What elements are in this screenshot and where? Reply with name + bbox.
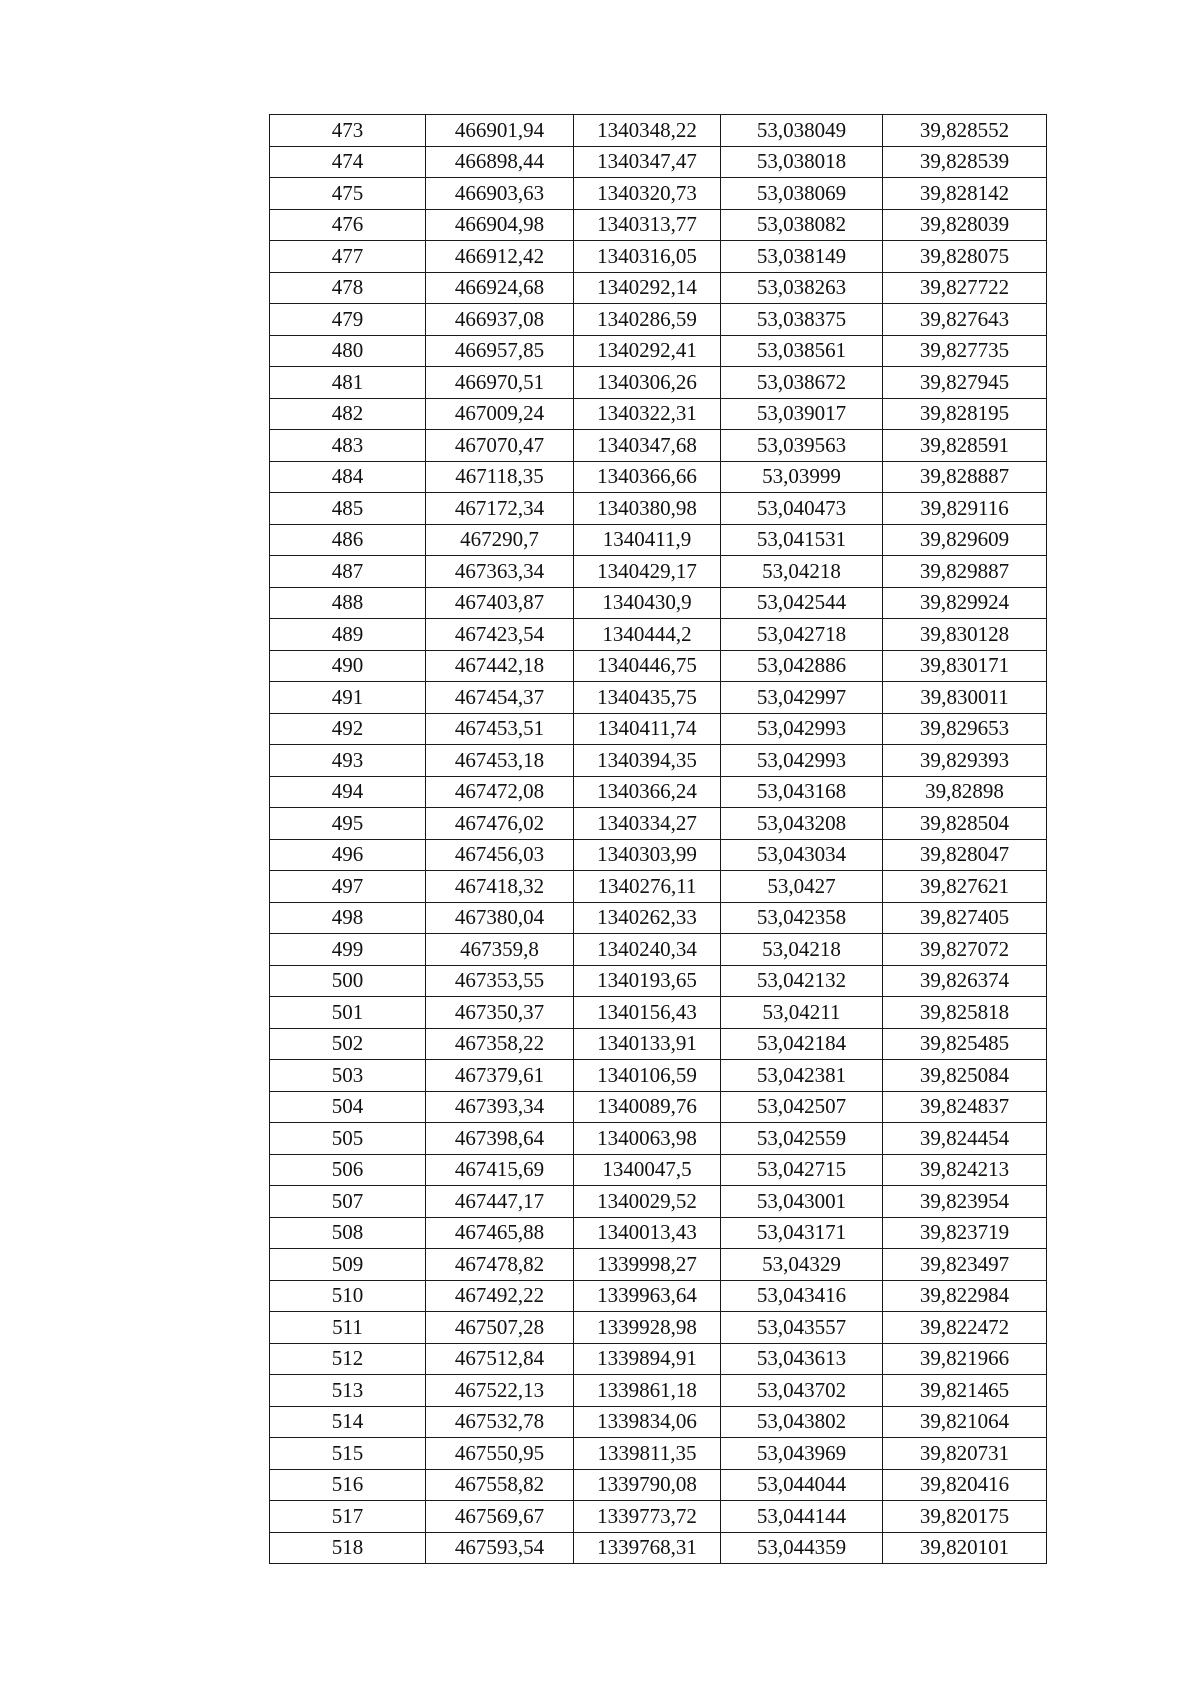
latitude-cell: 53,041531: [721, 524, 883, 556]
point-number-cell: 491: [270, 682, 426, 714]
point-number-cell: 479: [270, 304, 426, 336]
point-number-cell: 486: [270, 524, 426, 556]
latitude-cell: 53,043168: [721, 776, 883, 808]
latitude-cell: 53,0427: [721, 871, 883, 903]
longitude-cell: 39,828552: [883, 115, 1047, 147]
latitude-cell: 53,042544: [721, 587, 883, 619]
y-coordinate-cell: 1340306,26: [574, 367, 721, 399]
table-row: [270, 524, 1047, 556]
longitude-cell: 39,825818: [883, 997, 1047, 1029]
longitude-cell: 39,820731: [883, 1438, 1047, 1470]
latitude-cell: 53,043969: [721, 1438, 883, 1470]
latitude-cell: 53,042993: [721, 713, 883, 745]
y-coordinate-cell: 1340347,68: [574, 430, 721, 462]
latitude-cell: 53,038149: [721, 241, 883, 273]
point-number-cell: 497: [270, 871, 426, 903]
latitude-cell: 53,039017: [721, 398, 883, 430]
table-row: [270, 1249, 1047, 1281]
x-coordinate-cell: 467172,34: [426, 493, 574, 525]
latitude-cell: 53,04218: [721, 556, 883, 588]
table-row: [270, 650, 1047, 682]
latitude-cell: 53,038672: [721, 367, 883, 399]
longitude-cell: 39,823719: [883, 1217, 1047, 1249]
longitude-cell: 39,830171: [883, 650, 1047, 682]
longitude-cell: 39,827405: [883, 902, 1047, 934]
y-coordinate-cell: 1340089,76: [574, 1091, 721, 1123]
y-coordinate-cell: 1340286,59: [574, 304, 721, 336]
longitude-cell: 39,830128: [883, 619, 1047, 651]
table-row: [270, 1438, 1047, 1470]
table-row: [270, 398, 1047, 430]
table-row: [270, 871, 1047, 903]
point-number-cell: 515: [270, 1438, 426, 1470]
longitude-cell: 39,827722: [883, 272, 1047, 304]
longitude-cell: 39,827735: [883, 335, 1047, 367]
y-coordinate-cell: 1339928,98: [574, 1312, 721, 1344]
longitude-cell: 39,827072: [883, 934, 1047, 966]
longitude-cell: 39,826374: [883, 965, 1047, 997]
x-coordinate-cell: 466903,63: [426, 178, 574, 210]
point-number-cell: 475: [270, 178, 426, 210]
y-coordinate-cell: 1340240,34: [574, 934, 721, 966]
table-row: [270, 430, 1047, 462]
x-coordinate-cell: 466970,51: [426, 367, 574, 399]
latitude-cell: 53,038082: [721, 209, 883, 241]
x-coordinate-cell: 467522,13: [426, 1375, 574, 1407]
y-coordinate-cell: 1340029,52: [574, 1186, 721, 1218]
x-coordinate-cell: 467532,78: [426, 1406, 574, 1438]
longitude-cell: 39,824213: [883, 1154, 1047, 1186]
table-row: [270, 1532, 1047, 1564]
x-coordinate-cell: 467353,55: [426, 965, 574, 997]
x-coordinate-cell: 467550,95: [426, 1438, 574, 1470]
y-coordinate-cell: 1340444,2: [574, 619, 721, 651]
table-row: [270, 997, 1047, 1029]
latitude-cell: 53,042132: [721, 965, 883, 997]
longitude-cell: 39,825084: [883, 1060, 1047, 1092]
table-row: [270, 1091, 1047, 1123]
latitude-cell: 53,038069: [721, 178, 883, 210]
y-coordinate-cell: 1339963,64: [574, 1280, 721, 1312]
latitude-cell: 53,038263: [721, 272, 883, 304]
y-coordinate-cell: 1339894,91: [574, 1343, 721, 1375]
y-coordinate-cell: 1339773,72: [574, 1501, 721, 1533]
x-coordinate-cell: 466901,94: [426, 115, 574, 147]
y-coordinate-cell: 1340303,99: [574, 839, 721, 871]
latitude-cell: 53,044044: [721, 1469, 883, 1501]
y-coordinate-cell: 1340320,73: [574, 178, 721, 210]
latitude-cell: 53,038049: [721, 115, 883, 147]
x-coordinate-cell: 467358,22: [426, 1028, 574, 1060]
point-number-cell: 509: [270, 1249, 426, 1281]
y-coordinate-cell: 1340133,91: [574, 1028, 721, 1060]
latitude-cell: 53,04218: [721, 934, 883, 966]
latitude-cell: 53,042381: [721, 1060, 883, 1092]
x-coordinate-cell: 467442,18: [426, 650, 574, 682]
point-number-cell: 514: [270, 1406, 426, 1438]
longitude-cell: 39,823497: [883, 1249, 1047, 1281]
table-row: [270, 1217, 1047, 1249]
point-number-cell: 505: [270, 1123, 426, 1155]
y-coordinate-cell: 1339790,08: [574, 1469, 721, 1501]
x-coordinate-cell: 466924,68: [426, 272, 574, 304]
y-coordinate-cell: 1340411,9: [574, 524, 721, 556]
table-row: [270, 209, 1047, 241]
y-coordinate-cell: 1340063,98: [574, 1123, 721, 1155]
y-coordinate-cell: 1340193,65: [574, 965, 721, 997]
x-coordinate-cell: 467492,22: [426, 1280, 574, 1312]
longitude-cell: 39,828142: [883, 178, 1047, 210]
longitude-cell: 39,820416: [883, 1469, 1047, 1501]
table-row: [270, 1123, 1047, 1155]
y-coordinate-cell: 1340394,35: [574, 745, 721, 777]
y-coordinate-cell: 1340047,5: [574, 1154, 721, 1186]
longitude-cell: 39,829887: [883, 556, 1047, 588]
x-coordinate-cell: 467009,24: [426, 398, 574, 430]
table-row: [270, 902, 1047, 934]
y-coordinate-cell: 1339768,31: [574, 1532, 721, 1564]
x-coordinate-cell: 467070,47: [426, 430, 574, 462]
longitude-cell: 39,828195: [883, 398, 1047, 430]
point-number-cell: 518: [270, 1532, 426, 1564]
latitude-cell: 53,040473: [721, 493, 883, 525]
point-number-cell: 480: [270, 335, 426, 367]
table-row: [270, 146, 1047, 178]
table-row: [270, 335, 1047, 367]
x-coordinate-cell: 467453,51: [426, 713, 574, 745]
latitude-cell: 53,042993: [721, 745, 883, 777]
latitude-cell: 53,044359: [721, 1532, 883, 1564]
longitude-cell: 39,828504: [883, 808, 1047, 840]
latitude-cell: 53,04329: [721, 1249, 883, 1281]
y-coordinate-cell: 1340316,05: [574, 241, 721, 273]
latitude-cell: 53,03999: [721, 461, 883, 493]
latitude-cell: 53,039563: [721, 430, 883, 462]
coordinates-table-body: [270, 115, 1047, 1564]
table-row: [270, 1469, 1047, 1501]
x-coordinate-cell: 467403,87: [426, 587, 574, 619]
point-number-cell: 482: [270, 398, 426, 430]
x-coordinate-cell: 467465,88: [426, 1217, 574, 1249]
point-number-cell: 495: [270, 808, 426, 840]
point-number-cell: 506: [270, 1154, 426, 1186]
table-row: [270, 1343, 1047, 1375]
table-row: [270, 1406, 1047, 1438]
x-coordinate-cell: 467476,02: [426, 808, 574, 840]
x-coordinate-cell: 467569,67: [426, 1501, 574, 1533]
x-coordinate-cell: 467456,03: [426, 839, 574, 871]
latitude-cell: 53,043613: [721, 1343, 883, 1375]
latitude-cell: 53,043034: [721, 839, 883, 871]
latitude-cell: 53,043171: [721, 1217, 883, 1249]
longitude-cell: 39,828887: [883, 461, 1047, 493]
point-number-cell: 493: [270, 745, 426, 777]
y-coordinate-cell: 1340322,31: [574, 398, 721, 430]
x-coordinate-cell: 466957,85: [426, 335, 574, 367]
table-row: [270, 367, 1047, 399]
y-coordinate-cell: 1340429,17: [574, 556, 721, 588]
latitude-cell: 53,038561: [721, 335, 883, 367]
table-row: [270, 461, 1047, 493]
x-coordinate-cell: 467593,54: [426, 1532, 574, 1564]
x-coordinate-cell: 467447,17: [426, 1186, 574, 1218]
point-number-cell: 503: [270, 1060, 426, 1092]
longitude-cell: 39,827945: [883, 367, 1047, 399]
point-number-cell: 476: [270, 209, 426, 241]
longitude-cell: 39,821064: [883, 1406, 1047, 1438]
table-row: [270, 776, 1047, 808]
x-coordinate-cell: 466912,42: [426, 241, 574, 273]
longitude-cell: 39,824837: [883, 1091, 1047, 1123]
table-row: [270, 1060, 1047, 1092]
latitude-cell: 53,043208: [721, 808, 883, 840]
table-row: [270, 272, 1047, 304]
longitude-cell: 39,827643: [883, 304, 1047, 336]
table-row: [270, 1028, 1047, 1060]
latitude-cell: 53,042715: [721, 1154, 883, 1186]
latitude-cell: 53,042507: [721, 1091, 883, 1123]
y-coordinate-cell: 1340430,9: [574, 587, 721, 619]
point-number-cell: 511: [270, 1312, 426, 1344]
longitude-cell: 39,823954: [883, 1186, 1047, 1218]
point-number-cell: 494: [270, 776, 426, 808]
longitude-cell: 39,822984: [883, 1280, 1047, 1312]
point-number-cell: 508: [270, 1217, 426, 1249]
table-row: [270, 115, 1047, 147]
longitude-cell: 39,829653: [883, 713, 1047, 745]
y-coordinate-cell: 1340446,75: [574, 650, 721, 682]
point-number-cell: 483: [270, 430, 426, 462]
x-coordinate-cell: 467379,61: [426, 1060, 574, 1092]
x-coordinate-cell: 467398,64: [426, 1123, 574, 1155]
x-coordinate-cell: 467472,08: [426, 776, 574, 808]
table-row: [270, 619, 1047, 651]
y-coordinate-cell: 1340435,75: [574, 682, 721, 714]
latitude-cell: 53,043416: [721, 1280, 883, 1312]
longitude-cell: 39,822472: [883, 1312, 1047, 1344]
longitude-cell: 39,828591: [883, 430, 1047, 462]
table-row: [270, 493, 1047, 525]
longitude-cell: 39,829609: [883, 524, 1047, 556]
point-number-cell: 516: [270, 1469, 426, 1501]
point-number-cell: 481: [270, 367, 426, 399]
latitude-cell: 53,042358: [721, 902, 883, 934]
latitude-cell: 53,042886: [721, 650, 883, 682]
longitude-cell: 39,82898: [883, 776, 1047, 808]
x-coordinate-cell: 467478,82: [426, 1249, 574, 1281]
longitude-cell: 39,828039: [883, 209, 1047, 241]
x-coordinate-cell: 467507,28: [426, 1312, 574, 1344]
latitude-cell: 53,042184: [721, 1028, 883, 1060]
x-coordinate-cell: 467454,37: [426, 682, 574, 714]
y-coordinate-cell: 1340276,11: [574, 871, 721, 903]
y-coordinate-cell: 1339861,18: [574, 1375, 721, 1407]
x-coordinate-cell: 467512,84: [426, 1343, 574, 1375]
table-row: [270, 241, 1047, 273]
longitude-cell: 39,821465: [883, 1375, 1047, 1407]
point-number-cell: 477: [270, 241, 426, 273]
latitude-cell: 53,042559: [721, 1123, 883, 1155]
point-number-cell: 500: [270, 965, 426, 997]
table-row: [270, 1501, 1047, 1533]
latitude-cell: 53,043702: [721, 1375, 883, 1407]
y-coordinate-cell: 1340334,27: [574, 808, 721, 840]
table-row: [270, 587, 1047, 619]
y-coordinate-cell: 1339811,35: [574, 1438, 721, 1470]
y-coordinate-cell: 1340106,59: [574, 1060, 721, 1092]
table-row: [270, 1280, 1047, 1312]
longitude-cell: 39,829116: [883, 493, 1047, 525]
point-number-cell: 485: [270, 493, 426, 525]
point-number-cell: 473: [270, 115, 426, 147]
x-coordinate-cell: 467415,69: [426, 1154, 574, 1186]
table-row: [270, 304, 1047, 336]
coordinates-table: [269, 114, 1047, 1564]
longitude-cell: 39,821966: [883, 1343, 1047, 1375]
table-row: [270, 178, 1047, 210]
longitude-cell: 39,828047: [883, 839, 1047, 871]
latitude-cell: 53,043802: [721, 1406, 883, 1438]
point-number-cell: 517: [270, 1501, 426, 1533]
table-row: [270, 1186, 1047, 1218]
x-coordinate-cell: 467363,34: [426, 556, 574, 588]
y-coordinate-cell: 1340348,22: [574, 115, 721, 147]
table-row: [270, 682, 1047, 714]
table-row: [270, 556, 1047, 588]
x-coordinate-cell: 467453,18: [426, 745, 574, 777]
y-coordinate-cell: 1340380,98: [574, 493, 721, 525]
table-row: [270, 745, 1047, 777]
point-number-cell: 490: [270, 650, 426, 682]
point-number-cell: 487: [270, 556, 426, 588]
y-coordinate-cell: 1340013,43: [574, 1217, 721, 1249]
longitude-cell: 39,820101: [883, 1532, 1047, 1564]
latitude-cell: 53,042718: [721, 619, 883, 651]
latitude-cell: 53,04211: [721, 997, 883, 1029]
y-coordinate-cell: 1340411,74: [574, 713, 721, 745]
y-coordinate-cell: 1340366,24: [574, 776, 721, 808]
point-number-cell: 510: [270, 1280, 426, 1312]
y-coordinate-cell: 1340313,77: [574, 209, 721, 241]
x-coordinate-cell: 466937,08: [426, 304, 574, 336]
y-coordinate-cell: 1340262,33: [574, 902, 721, 934]
latitude-cell: 53,038018: [721, 146, 883, 178]
point-number-cell: 498: [270, 902, 426, 934]
point-number-cell: 496: [270, 839, 426, 871]
point-number-cell: 502: [270, 1028, 426, 1060]
table-row: [270, 808, 1047, 840]
latitude-cell: 53,042997: [721, 682, 883, 714]
x-coordinate-cell: 467350,37: [426, 997, 574, 1029]
y-coordinate-cell: 1340292,41: [574, 335, 721, 367]
latitude-cell: 53,044144: [721, 1501, 883, 1533]
point-number-cell: 492: [270, 713, 426, 745]
x-coordinate-cell: 467290,7: [426, 524, 574, 556]
y-coordinate-cell: 1339834,06: [574, 1406, 721, 1438]
latitude-cell: 53,043001: [721, 1186, 883, 1218]
longitude-cell: 39,827621: [883, 871, 1047, 903]
longitude-cell: 39,828539: [883, 146, 1047, 178]
y-coordinate-cell: 1340347,47: [574, 146, 721, 178]
point-number-cell: 478: [270, 272, 426, 304]
x-coordinate-cell: 467558,82: [426, 1469, 574, 1501]
x-coordinate-cell: 466904,98: [426, 209, 574, 241]
point-number-cell: 504: [270, 1091, 426, 1123]
table-row: [270, 713, 1047, 745]
point-number-cell: 489: [270, 619, 426, 651]
x-coordinate-cell: 467380,04: [426, 902, 574, 934]
x-coordinate-cell: 467393,34: [426, 1091, 574, 1123]
table-row: [270, 839, 1047, 871]
x-coordinate-cell: 467423,54: [426, 619, 574, 651]
x-coordinate-cell: 466898,44: [426, 146, 574, 178]
table-row: [270, 934, 1047, 966]
y-coordinate-cell: 1340366,66: [574, 461, 721, 493]
x-coordinate-cell: 467359,8: [426, 934, 574, 966]
table-row: [270, 1154, 1047, 1186]
longitude-cell: 39,828075: [883, 241, 1047, 273]
point-number-cell: 499: [270, 934, 426, 966]
point-number-cell: 501: [270, 997, 426, 1029]
table-row: [270, 965, 1047, 997]
point-number-cell: 512: [270, 1343, 426, 1375]
latitude-cell: 53,043557: [721, 1312, 883, 1344]
y-coordinate-cell: 1340156,43: [574, 997, 721, 1029]
longitude-cell: 39,830011: [883, 682, 1047, 714]
table-row: [270, 1375, 1047, 1407]
longitude-cell: 39,829924: [883, 587, 1047, 619]
longitude-cell: 39,829393: [883, 745, 1047, 777]
point-number-cell: 488: [270, 587, 426, 619]
longitude-cell: 39,824454: [883, 1123, 1047, 1155]
longitude-cell: 39,825485: [883, 1028, 1047, 1060]
x-coordinate-cell: 467118,35: [426, 461, 574, 493]
y-coordinate-cell: 1339998,27: [574, 1249, 721, 1281]
latitude-cell: 53,038375: [721, 304, 883, 336]
point-number-cell: 507: [270, 1186, 426, 1218]
point-number-cell: 484: [270, 461, 426, 493]
x-coordinate-cell: 467418,32: [426, 871, 574, 903]
point-number-cell: 513: [270, 1375, 426, 1407]
table-row: [270, 1312, 1047, 1344]
y-coordinate-cell: 1340292,14: [574, 272, 721, 304]
longitude-cell: 39,820175: [883, 1501, 1047, 1533]
point-number-cell: 474: [270, 146, 426, 178]
